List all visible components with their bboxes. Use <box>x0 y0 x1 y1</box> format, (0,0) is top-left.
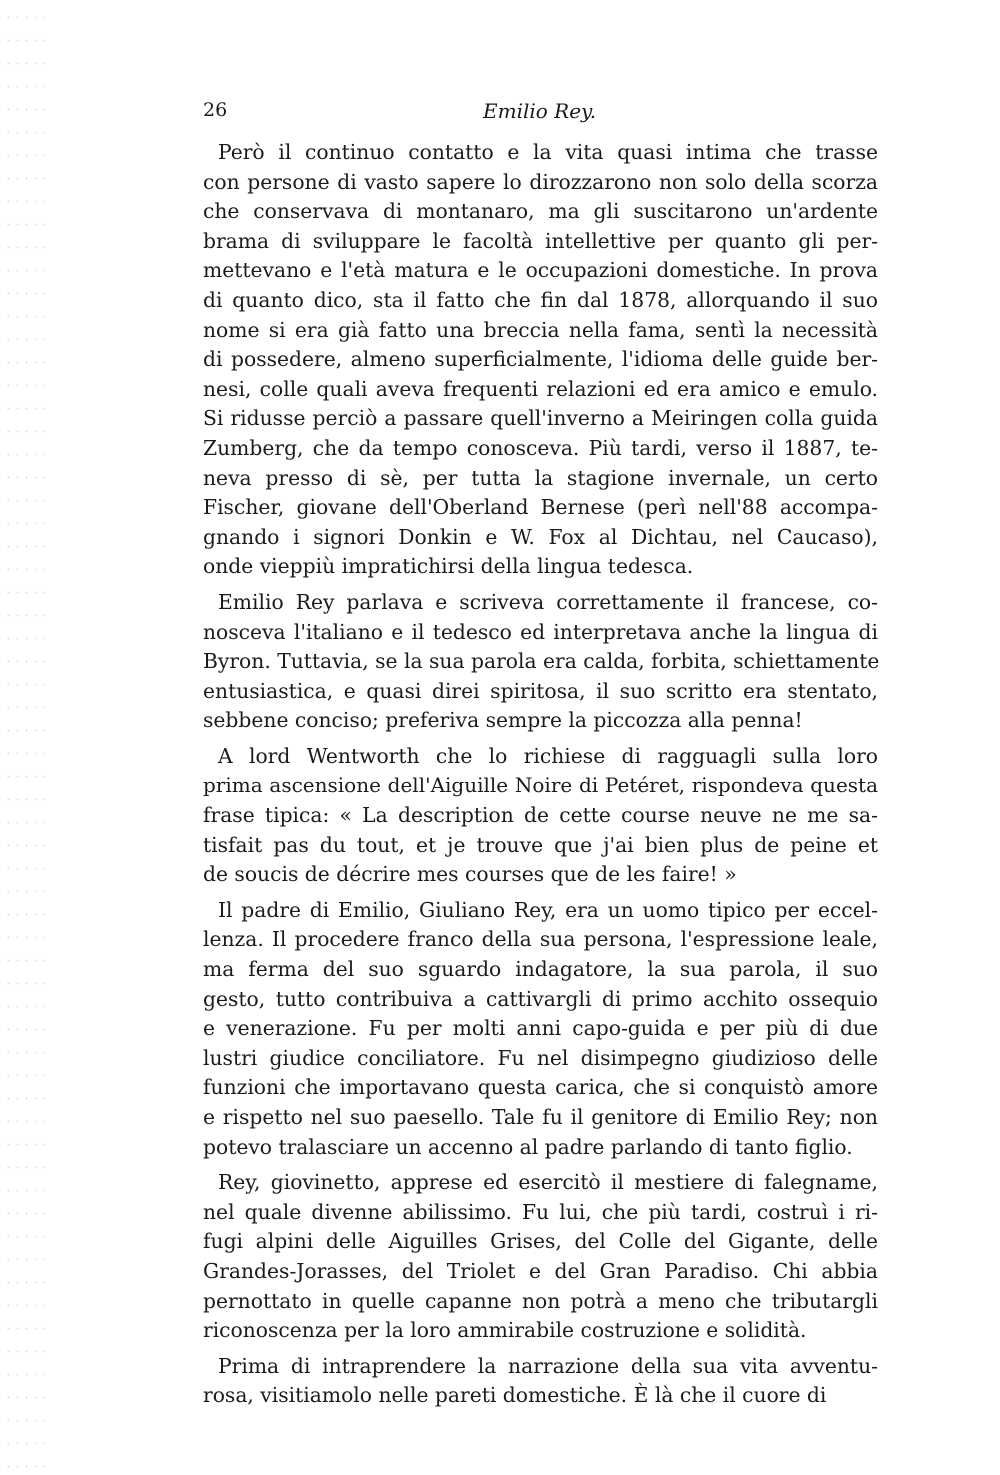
body-text <box>203 138 878 1417</box>
page-header <box>203 99 878 129</box>
paragraph <box>203 1352 878 1411</box>
text-line: lenza. Il procedere franco della sua persona, l'espressione leale, <box>203 927 878 952</box>
text-line: Però il continuo contatto e la vita quasi intima che trasse <box>218 140 878 164</box>
text-line: gnando i signori Donkin e W. Fox al Dichtau, nel Caucaso), <box>203 524 878 549</box>
text-line: lustri giudice conciliatore. Fu nel disimpegno giudizioso delle <box>203 1045 878 1070</box>
text-line: Emilio Rey parlava e scriveva correttamente il francese, co- <box>218 589 878 614</box>
paragraph <box>203 742 878 890</box>
text-line: Il padre di Emilio, Giuliano Rey, era un uomo tipico per eccel- <box>218 897 878 922</box>
text-line: e rispetto nel suo paesello. Tale fu il genitore di Emilio Rey; non <box>203 1105 878 1129</box>
scan-margin-noise <box>0 0 48 1475</box>
text-line: onde vieppiù impratichirsi della lingua tedesca. <box>203 554 694 579</box>
text-line: fugi alpini delle Aiguilles Grises, del Colle del Gigante, delle <box>203 1229 878 1254</box>
text-line: Byron. Tuttavia, se la sua parola era calda, forbita, schiettamente <box>203 649 880 674</box>
running-title: Emilio Rey. <box>483 99 597 123</box>
text-line: Fischer, giovane dell'Oberland Bernese (perì nell'88 accompa- <box>203 495 878 520</box>
page-number: 26 <box>203 99 228 121</box>
text-line: gesto, tutto contribuiva a cattivargli di primo acchito ossequio <box>203 986 878 1011</box>
text-line: nesi, colle quali aveva frequenti relazioni ed era amico e emulo. <box>203 376 878 401</box>
text-line: frase tipica: « La description de cette course neuve ne me sa- <box>203 803 878 828</box>
text-line: de soucis de décrire mes courses que de les faire! » <box>203 862 737 887</box>
text-line: tisfait pas du tout, et je trouve que j'ai bien plus de peine et <box>203 832 878 857</box>
text-line: e venerazione. Fu per molti anni capo-guida e per più di due <box>203 1016 878 1041</box>
text-line: Grandes-Jorasses, del Triolet e del Gran Paradiso. Chi abbia <box>203 1258 878 1283</box>
text-line: Si ridusse perciò a passare quell'inverno a Meiringen colla guida <box>203 406 878 431</box>
paragraph <box>203 138 878 582</box>
text-line: brama di sviluppare le facoltà intellettive per quanto gli per- <box>203 228 878 253</box>
text-line: nome si era già fatto una breccia nella fama, sentì la necessità <box>203 317 878 342</box>
paragraph <box>203 1168 878 1346</box>
text-line: prima ascensione dell'Aiguille Noire di Petéret, rispondeva questa <box>203 773 878 798</box>
text-line: neva presso di sè, per tutta la stagione invernale, un certo <box>203 465 878 490</box>
text-line: mettevano e l'età matura e le occupazioni domestiche. In prova <box>203 258 878 283</box>
paragraph <box>203 588 878 736</box>
text-line: Prima di intraprendere la narrazione della sua vita avventu- <box>218 1353 878 1378</box>
text-line: di quanto dico, sta il fatto che fin dal 1878, allorquando il suo <box>203 287 878 312</box>
text-line: Zumberg, che da tempo conosceva. Più tardi, verso il 1887, te- <box>203 435 878 460</box>
text-line: riconoscenza per la loro ammirabile costruzione e solidità. <box>203 1318 807 1343</box>
text-line: con persone di vasto sapere lo dirozzarono non solo della scorza <box>203 169 878 194</box>
text-line: che conservava di montanaro, ma gli suscitarono un'ardente <box>203 199 878 224</box>
text-line: funzioni che importavano questa carica, che si conquistò amore <box>203 1075 878 1100</box>
text-line: entusiastica, e quasi direi spiritosa, il suo scritto era stentato, <box>203 678 878 703</box>
text-line: sebbene conciso; preferiva sempre la piccozza alla penna! <box>203 708 803 733</box>
text-line: potevo tralasciare un accenno al padre parlando di tanto figlio. <box>203 1134 853 1159</box>
paragraph <box>203 896 878 1162</box>
text-line: pernottato in quelle capanne non potrà a meno che tributargli <box>203 1288 878 1313</box>
text-line: di possedere, almeno superficialmente, l'idioma delle guide ber- <box>203 347 878 372</box>
text-line: A lord Wentworth che lo richiese di ragguagli sulla loro <box>218 743 878 768</box>
text-line: nosceva l'italiano e il tedesco ed interpretava anche la lingua di <box>203 619 878 644</box>
text-line: ma ferma del suo sguardo indagatore, la sua parola, il suo <box>203 957 878 982</box>
text-line: nel quale divenne abilissimo. Fu lui, che più tardi, costruì i ri- <box>203 1199 878 1224</box>
text-line: Rey, giovinetto, apprese ed esercitò il mestiere di falegname, <box>218 1170 878 1195</box>
text-line: rosa, visitiamolo nelle pareti domestiche. È là che il cuore di <box>203 1383 827 1408</box>
